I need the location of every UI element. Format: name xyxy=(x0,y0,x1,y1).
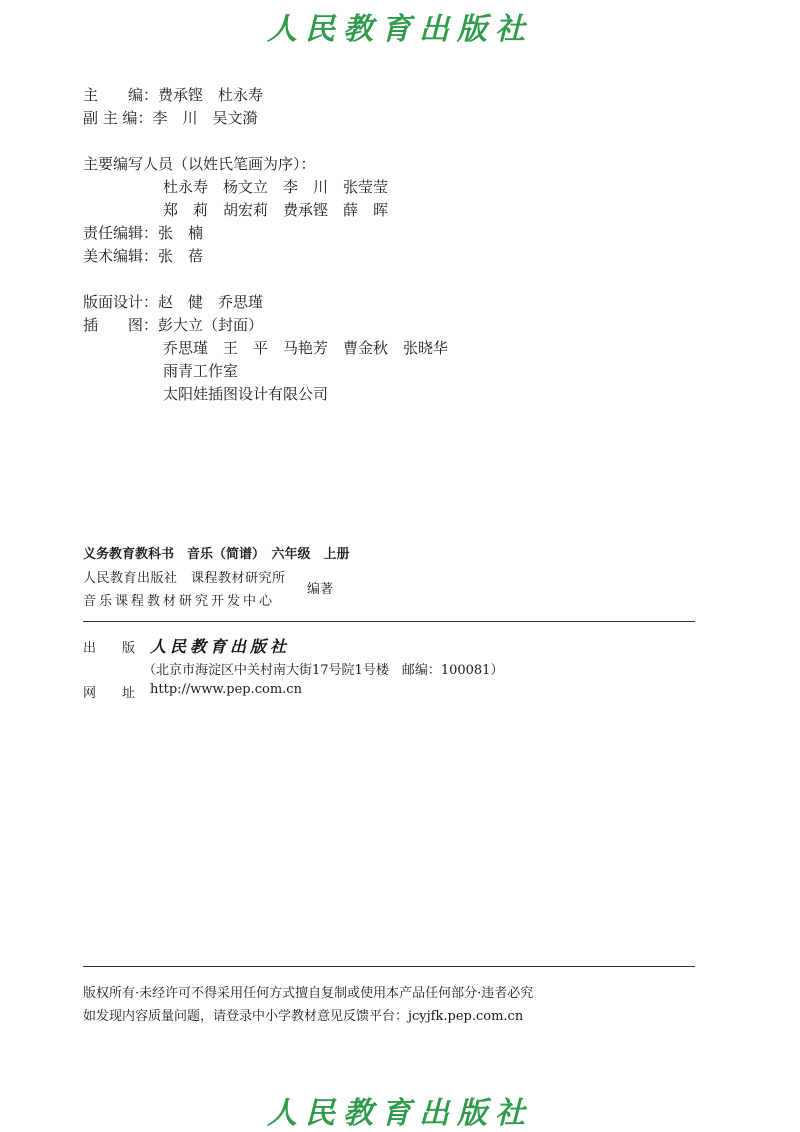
author-line-1: 人民教育出版社 课程教材研究所 xyxy=(83,571,286,586)
url-label: 网 址 xyxy=(83,686,136,701)
divider-top xyxy=(83,621,695,622)
art-editor-label: 美术编辑： xyxy=(83,247,159,265)
layout-design-label: 版面设计： xyxy=(83,293,159,311)
illustration-label: 插 图： xyxy=(83,316,159,334)
feedback-notice: 如发现内容质量问题，请登录中小学教材意见反馈平台：jcyjfk.pep.com.cn xyxy=(83,1009,524,1024)
publisher-logo-small: 人民教育出版社 xyxy=(150,637,291,656)
writers-line-2: 郑 莉 胡宏莉 费承铿 薛 晖 xyxy=(163,201,389,219)
illustration-line-4: 太阳娃插图设计有限公司 xyxy=(163,385,329,403)
art-editor-row xyxy=(83,245,203,267)
publish-label: 出 版 xyxy=(83,641,136,656)
writers-label: 主要编写人员（以姓氏笔画为序）： xyxy=(83,155,316,173)
chief-editor-label: 主 编： xyxy=(83,86,159,104)
responsible-editor-label: 责任编辑： xyxy=(83,224,159,242)
writers-line-1: 杜永寿 杨文立 李 川 张莹莹 xyxy=(163,178,389,196)
illustration-line-3: 雨青工作室 xyxy=(163,362,239,380)
responsible-editor-value: 张 楠 xyxy=(158,224,204,242)
publisher-address: （北京市海淀区中关村南大街17号院1号楼 邮编：100081） xyxy=(143,663,504,678)
art-editor-value: 张 蓓 xyxy=(158,247,204,265)
publisher-url[interactable]: http://www.pep.com.cn xyxy=(150,682,302,697)
layout-design-value: 赵 健 乔思瑾 xyxy=(158,293,264,311)
illustration-line-2: 乔思瑾 王 平 马艳芳 曹金秋 张晓华 xyxy=(163,339,449,357)
chief-editor-value: 费承铿 杜永寿 xyxy=(158,86,264,104)
layout-design-row xyxy=(83,291,263,313)
deputy-editor-row xyxy=(83,107,258,129)
illustration-value: 彭大立（封面） xyxy=(158,316,264,334)
copyright-notice: 版权所有·未经许可不得采用任何方式擅自复制或使用本产品任何部分·违者必究 xyxy=(83,986,534,1001)
chief-editor-row xyxy=(83,84,263,106)
illustration-row xyxy=(83,314,263,336)
author-role: 编著 xyxy=(307,582,334,597)
author-line-2: 音乐课程教材研究开发中心 xyxy=(83,594,276,609)
book-title: 义务教育教科书 音乐（简谱） 六年级 上册 xyxy=(83,547,350,562)
deputy-editor-value: 李 川 吴文漪 xyxy=(152,109,258,127)
publisher-logo-bottom: 人民教育出版社 xyxy=(267,1096,533,1131)
divider-bottom xyxy=(83,966,695,967)
responsible-editor-row xyxy=(83,222,203,244)
publisher-logo-top: 人民教育出版社 xyxy=(267,12,533,47)
deputy-editor-label: 副 主 编： xyxy=(83,109,153,127)
